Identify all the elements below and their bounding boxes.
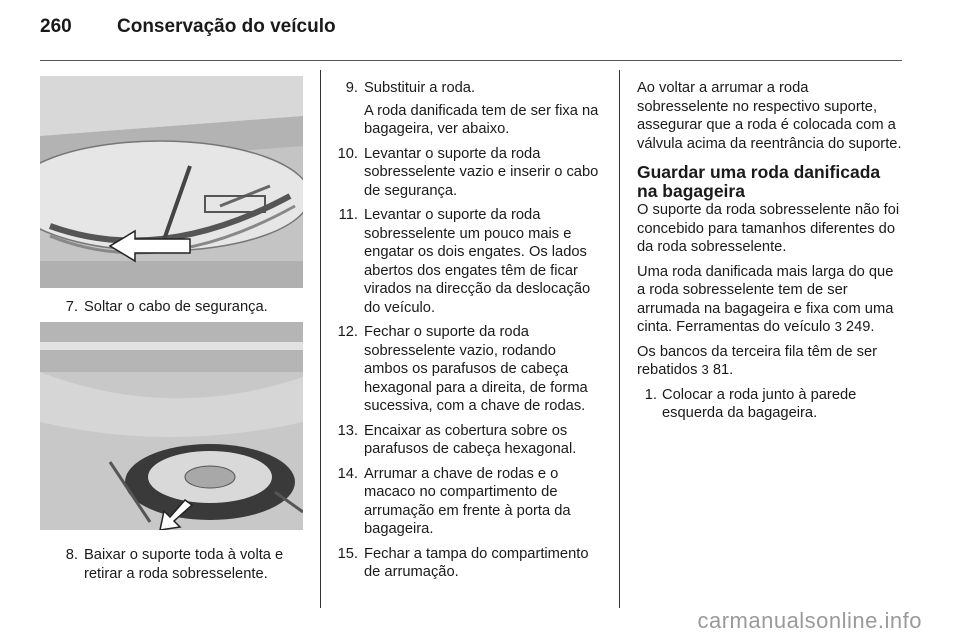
page-title: Conservação do veículo (117, 16, 336, 37)
list-item (40, 298, 305, 317)
page-reference-icon: 3 (701, 362, 709, 377)
step-text: Arrumar a chave de rodas e o macaco no compartimento de arrumação em frente à porta da bagageira. (364, 465, 571, 537)
paragraph-text: Uma roda danificada mais larga do que a roda sobresselente tem de ser arrumada na bagageira e fixa com uma cinta. Ferramentas do veículo (637, 263, 894, 335)
step-number: 11. (338, 207, 358, 223)
paragraph (637, 263, 903, 337)
step-text: Soltar o cabo de segurança. (84, 299, 268, 315)
list-item (637, 386, 903, 423)
step-text: Fechar a tampa do compartimento de arrumação. (364, 545, 589, 580)
column-1-step-7 (40, 298, 305, 323)
step-text: Levantar o suporte da roda sobresselente vazio e inserir o cabo de segurança. (364, 145, 599, 199)
list-item (320, 422, 604, 459)
list-item (320, 545, 604, 582)
step-text: Substituir a roda. (364, 80, 476, 96)
step-number: 14. (337, 465, 358, 482)
paragraph-text: Os bancos da terceira fila têm de ser rebatidos (637, 343, 878, 378)
intro-paragraph: Ao voltar a arrumar a roda sobresselente no respectivo suporte, assegurar que a roda é colocada com a válvula acima da reentrância do suporte. (637, 80, 902, 152)
list-item (320, 323, 604, 416)
paragraph: O suporte da roda sobresselente não foi concebido para tamanhos diferentes do da roda sobresselente. (637, 202, 900, 255)
spare-wheel-illustration-icon (40, 322, 303, 530)
step-number: 1. (644, 386, 657, 403)
page-reference-link[interactable]: 249. (845, 319, 875, 335)
step-subtext: A roda danificada tem de ser fixa na bagageira, ver abaixo. (364, 102, 599, 137)
column-2 (320, 79, 604, 588)
step-text: Encaixar as cobertura sobre os parafusos de cabeça hexagonal. (364, 422, 577, 457)
step-text: Levantar o suporte da roda sobresselente um pouco mais e engatar os dois engates. Os lados abertos dos engates têm de ficar virados na direcção da deslocação do veículo. (364, 207, 591, 316)
list-item (320, 79, 604, 139)
page-number: 260 (40, 16, 72, 37)
figure-release-cable (40, 76, 303, 288)
step-text: Fechar o suporte da roda sobresselente vazio, rodando ambos os parafusos de cabeça hexagonal para a direita, de forma sucessiva, com a chave de rodas. (364, 324, 588, 414)
section-heading: Guardar uma roda danificada na bagageira (637, 162, 881, 201)
list-item (320, 145, 604, 201)
step-number: 8. (65, 547, 78, 563)
step-number: 12. (337, 324, 358, 340)
step-number: 13. (337, 422, 358, 439)
page-reference-link[interactable]: 81. (712, 362, 734, 378)
header-rule (40, 60, 902, 61)
list-item (320, 465, 604, 539)
figure-lower-carrier (40, 322, 303, 530)
step-number: 15. (337, 545, 358, 562)
step-text: Baixar o suporte toda à volta e retirar a roda sobresselente. (84, 547, 284, 582)
page-reference-icon: 3 (834, 319, 842, 334)
spare-wheel-illustration-icon (40, 76, 303, 288)
watermark: carmanualsonline.info (697, 608, 922, 633)
step-number: 7. (65, 299, 78, 315)
list-item (40, 546, 305, 583)
column-3 (637, 79, 903, 429)
step-text: Colocar a roda junto à parede esquerda da bagageira. (662, 386, 857, 421)
paragraph (637, 343, 903, 380)
step-number: 9. (345, 80, 358, 96)
step-number: 10. (337, 145, 358, 162)
column-1-step-8 (40, 546, 305, 589)
list-item (320, 206, 604, 317)
column-divider (619, 70, 620, 608)
